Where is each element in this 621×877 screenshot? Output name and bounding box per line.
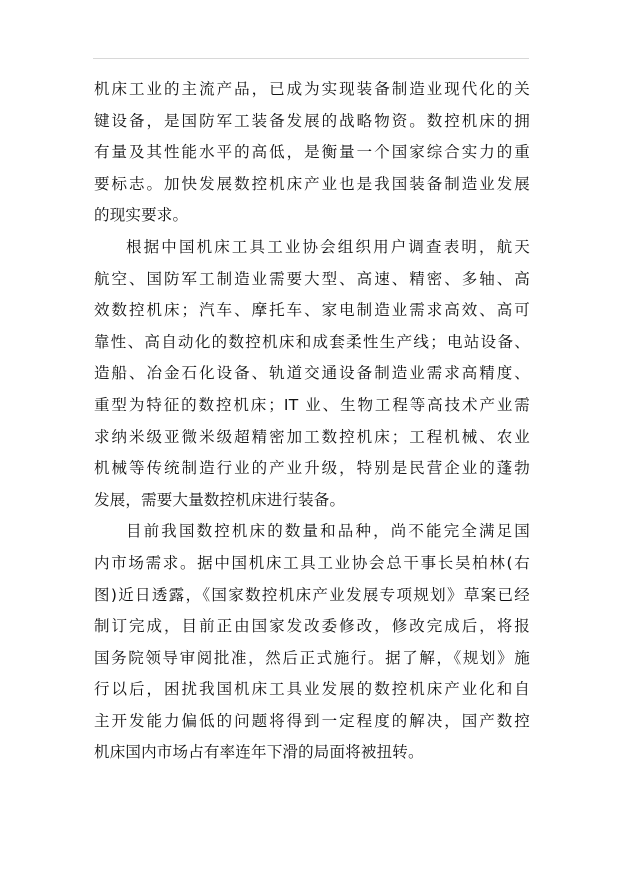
text-line: 根据中国机床工具工业协会组织用户调查表明，航天 [126,237,530,256]
text-line: 键设备，是国防军工装备发展的战略物资。数控机床的拥 [94,111,530,130]
text-line: 主开发能力偏低的问题将得到一定程度的解决，国产数控 [94,711,530,730]
text-line: 内市场需求。据中国机床工具工业协会总干事长吴柏林(右 [94,553,530,572]
text-line: 图)近日透露，《国家数控机床产业发展专项规划》草案已经 [94,585,530,604]
text-line: 造船、冶金石化设备、轨道交通设备制造业需求高精度、 [94,364,530,383]
text-line: 靠性、高自动化的数控机床和成套柔性生产线；电站设备、 [94,332,530,351]
paragraph-survey [94,232,530,516]
text-line: 行以后，困扰我国机床工具业发展的数控机床产业化和自 [94,680,530,699]
text-line: 制订完成，目前正由国家发改委修改，修改完成后，将报 [94,617,530,636]
text-line: 机床国内市场占有率连年下滑的局面将被扭转。 [94,743,424,762]
text-line: 目前我国数控机床的数量和品种，尚不能完全满足国 [126,522,530,541]
text-line: 机械等传统制造行业的产业升级，特别是民营企业的蓬勃 [94,459,530,478]
text-line: 发展，需要大量数控机床进行装备。 [94,490,346,509]
text-line: 求纳米级亚微米级超精密加工数控机床；工程机械、农业 [94,427,530,446]
text-line: 重型为特征的数控机床；IT 业、生物工程等高技术产业需 [94,395,530,414]
text-line: 的现实要求。 [94,206,189,225]
text-line: 机床工业的主流产品，已成为实现装备制造业现代化的关 [94,80,530,98]
paragraph-intro [94,74,530,232]
text-line: 要标志。加快发展数控机床产业也是我国装备制造业发展 [94,174,530,193]
text-line: 效数控机床；汽车、摩托车、家电制造业需求高效、高可 [94,301,530,320]
text-line: 有量及其性能水平的高低，是衡量一个国家综合实力的重 [94,143,530,162]
paragraph-status [94,516,530,769]
text-line: 国务院领导审阅批准，然后正式施行。据了解，《规划》施 [94,648,530,667]
document-body [94,74,530,769]
text-line: 航空、国防军工制造业需要大型、高速、精密、多轴、高 [94,269,530,288]
header-rule [93,58,529,59]
